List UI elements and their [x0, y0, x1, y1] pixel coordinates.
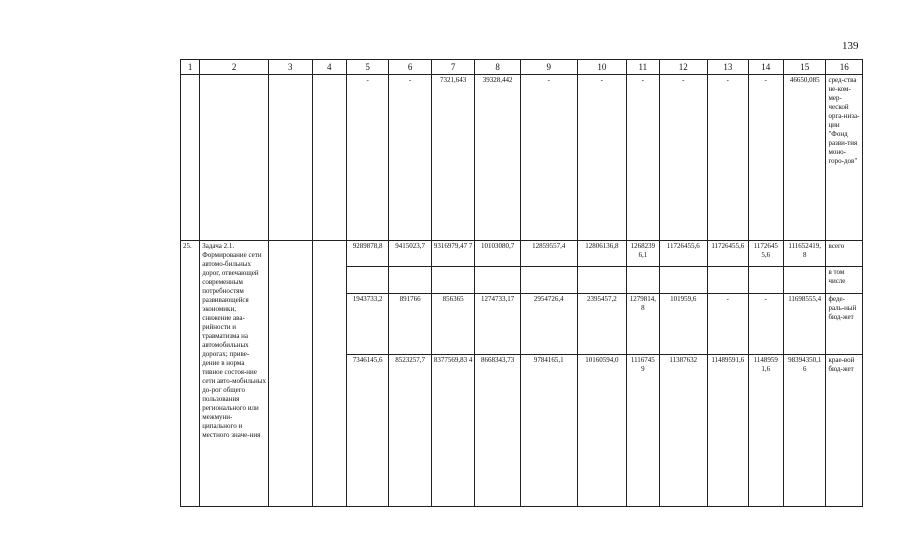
value-cell: 2954726,4 [520, 294, 577, 355]
header-cell: 3 [269, 60, 313, 75]
value-cell: 46650,085 [783, 75, 825, 241]
value-cell: 7346145,6 [346, 355, 388, 507]
header-cell: 10 [577, 60, 627, 75]
value-cell: 1279814, 8 [627, 294, 659, 355]
header-cell: 11 [627, 60, 659, 75]
value-cell: 10160594,0 [577, 355, 627, 507]
value-cell: 98394350,1 6 [783, 355, 825, 507]
value-cell: - [708, 75, 748, 241]
value-cell: - [577, 75, 627, 241]
value-cell: 11489591,6 [708, 355, 748, 507]
value-cell: 8377569,83 4 [431, 355, 475, 507]
value-cell: 891766 [389, 294, 431, 355]
value-cell: 111652419, 8 [783, 241, 825, 267]
header-cell: 14 [748, 60, 783, 75]
value-cell: 2395457,2 [577, 294, 627, 355]
header-cell: 2 [200, 60, 269, 75]
header-cell: 5 [346, 60, 388, 75]
value-cell: 8668343,73 [475, 355, 521, 507]
value-cell: 39328,442 [475, 75, 521, 241]
header-cell: 4 [312, 60, 346, 75]
value-cell: 1116745 9 [627, 355, 659, 507]
header-cell: 16 [826, 60, 863, 75]
header-cell: 6 [389, 60, 431, 75]
page-number: 139 [842, 40, 859, 52]
value-cell: 9289878,8 [346, 241, 388, 267]
value-cell: - [708, 294, 748, 355]
header-cell: 15 [783, 60, 825, 75]
value-cell: 12859557,4 [520, 241, 577, 267]
header-cell: 1 [181, 60, 200, 75]
funding-source-note: феде-раль-ный бюд-жет [826, 294, 863, 355]
row-number: 25. [181, 241, 200, 507]
value-cell: 11698555,4 [783, 294, 825, 355]
value-cell: 11726455,6 [659, 241, 708, 267]
funding-source-note: в том числе [826, 267, 863, 294]
value-cell: 1268239 6,1 [627, 241, 659, 267]
value-cell: - [748, 294, 783, 355]
value-cell: 11387632 [659, 355, 708, 507]
value-cell: 11726455,6 [708, 241, 748, 267]
value-cell: 9784165,1 [520, 355, 577, 507]
header-cell: 7 [431, 60, 475, 75]
value-cell: 1274733,17 [475, 294, 521, 355]
value-cell: 1172645 5,6 [748, 241, 783, 267]
value-cell: 8523257,7 [389, 355, 431, 507]
budget-table [180, 59, 863, 507]
value-cell: - [520, 75, 577, 241]
header-cell: 13 [708, 60, 748, 75]
value-cell: 1148959 1,6 [748, 355, 783, 507]
value-cell: 101959,6 [659, 294, 708, 355]
header-cell: 9 [520, 60, 577, 75]
value-cell: 7321,643 [431, 75, 475, 241]
value-cell: 856365 [431, 294, 475, 355]
value-cell: - [346, 75, 388, 241]
value-cell: - [389, 75, 431, 241]
value-cell: 9415023,7 [389, 241, 431, 267]
table-row [181, 75, 863, 241]
header-row [181, 60, 863, 75]
header-cell: 8 [475, 60, 521, 75]
value-cell: 1943733,2 [346, 294, 388, 355]
value-cell: - [748, 75, 783, 241]
funding-source-note: сред-ства не-ком-мер-ческой орга-низа-ции "Фонд разви-тия моно-горо-дов" [826, 75, 863, 241]
value-cell: - [659, 75, 708, 241]
value-cell: 9316979,47 7 [431, 241, 475, 267]
header-cell: 12 [659, 60, 708, 75]
funding-source-note: всего [826, 241, 863, 267]
task-description: Задача 2.1. Формирование сети автомо-бильных дорог, отвечающей современным потребностям развивающейся экономики, снижение ава-рийности и травматизма на автомобильных дорогах; приве-дение в норма тивное состоя-ние сети авто-мобильных до-рог общего пользования регионального или межмуни-ципального и местного значе-ния [200, 241, 269, 507]
funding-source-note: крае-вой бюд-жет [826, 355, 863, 507]
value-cell: - [627, 75, 659, 241]
value-cell: 12806136,8 [577, 241, 627, 267]
table-row [181, 241, 863, 267]
value-cell: 10103080,7 [475, 241, 521, 267]
